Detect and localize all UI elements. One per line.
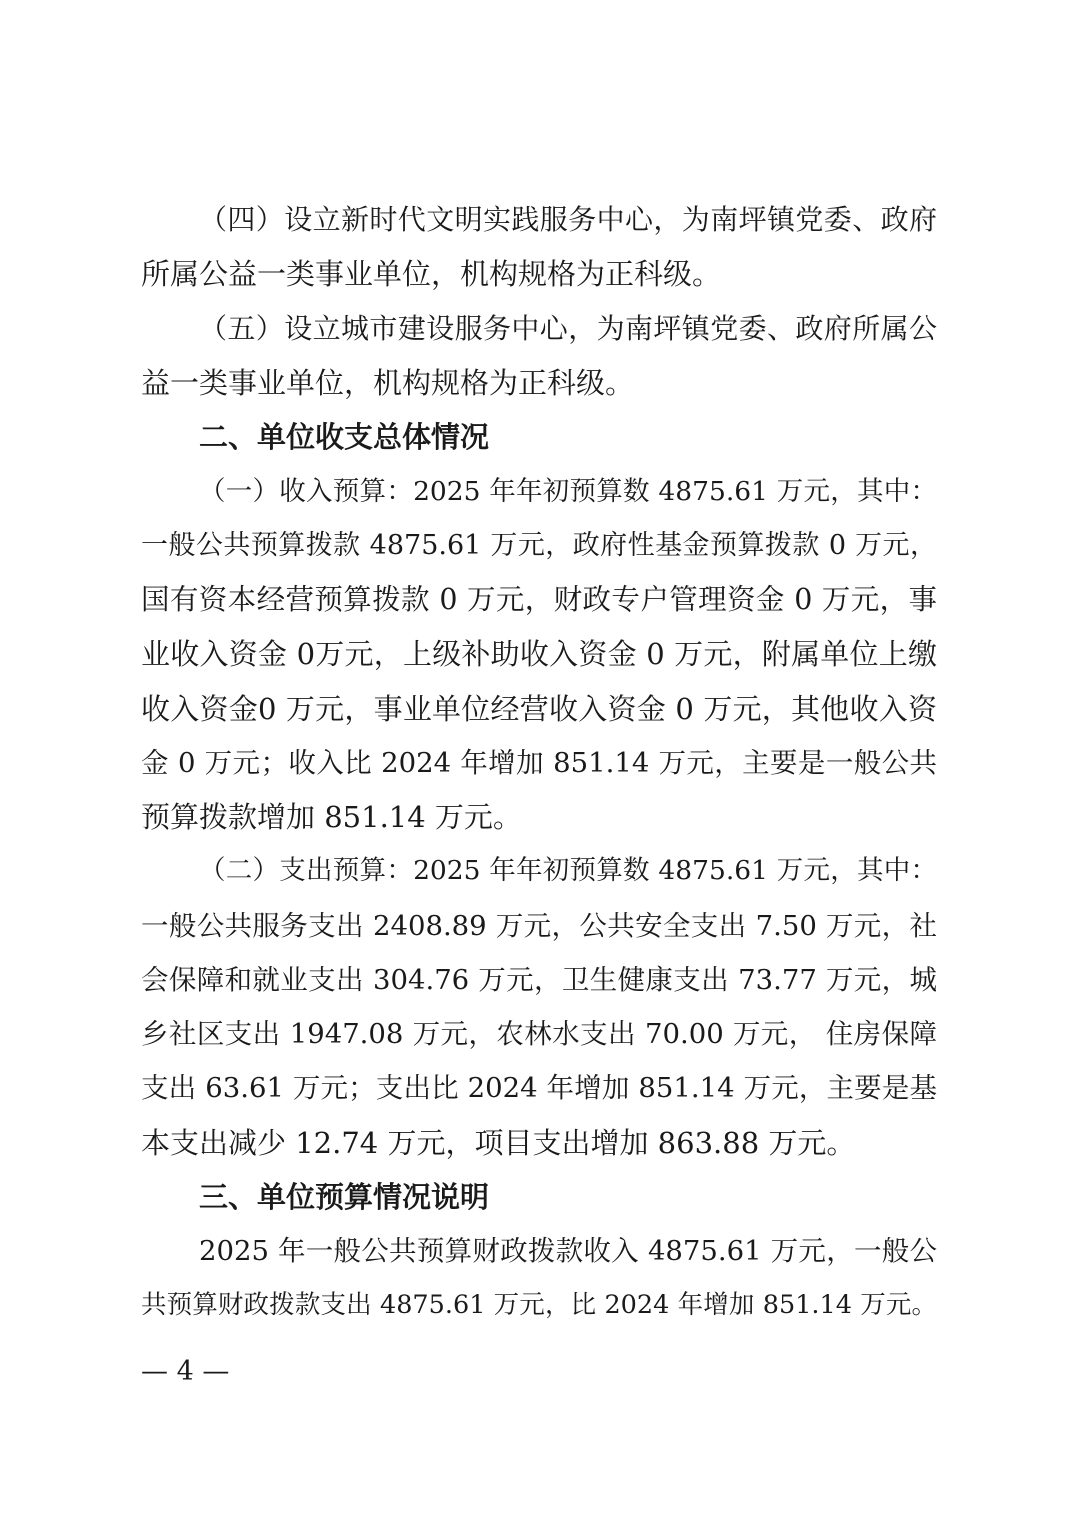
budget-note-line-1: 2025 年一般公共预算财政拨款收入 4875.61 万元，一般公 [199, 1235, 937, 1267]
section-four-line-1: （四）设立新时代文明实践服务中心，为南坪镇党委、政府 [199, 203, 937, 236]
heading-income-expenditure-overview: 二、单位收支总体情况 [199, 420, 490, 454]
expenditure-budget-line-6: 本支出减少 12.74 万元，项目支出增加 863.88 万元。 [141, 1126, 856, 1160]
income-budget-line-7: 预算拨款增加 851.14 万元。 [141, 800, 522, 834]
expenditure-budget-line-3: 会保障和就业支出 304.76 万元，卫生健康支出 73.77 万元，城 [141, 964, 937, 996]
income-budget-line-6: 金 0 万元；收入比 2024 年增加 851.14 万元，主要是一般公共 [141, 747, 937, 779]
heading-unit-budget-explanation: 三、单位预算情况说明 [199, 1180, 490, 1214]
income-budget-line-4: 业收入资金 0万元，上级补助收入资金 0 万元，附属单位上缴 [141, 637, 937, 671]
page-number: — 4 — [141, 1356, 230, 1387]
budget-note-line-2: 共预算财政拨款支出 4875.61 万元，比 2024 年增加 851.14 万元。 [141, 1290, 937, 1320]
expenditure-budget-line-4: 乡社区支出 1947.08 万元，农林水支出 70.00 万元， 住房保障 [141, 1018, 937, 1050]
section-four-line-2: 所属公益一类事业单位，机构规格为正科级。 [141, 257, 722, 291]
income-budget-line-2: 一般公共预算拨款 4875.61 万元，政府性基金预算拨款 0 万元， [141, 530, 937, 561]
expenditure-budget-line-1: （二）支出预算：2025 年年初预算数 4875.61 万元，其中： [199, 855, 937, 886]
income-budget-line-5: 收入资金0 万元，事业单位经营收入资金 0 万元，其他收入资 [141, 692, 937, 726]
income-budget-line-1: （一）收入预算：2025 年年初预算数 4875.61 万元，其中： [199, 476, 937, 507]
income-budget-line-3: 国有资本经营预算拨款 0 万元，财政专户管理资金 0 万元，事 [141, 583, 937, 616]
section-five-line-1: （五）设立城市建设服务中心，为南坪镇党委、政府所属公 [199, 312, 937, 345]
section-five-line-2: 益一类事业单位，机构规格为正科级。 [141, 366, 635, 400]
expenditure-budget-line-5: 支出 63.61 万元；支出比 2024 年增加 851.14 万元，主要是基 [141, 1072, 937, 1104]
expenditure-budget-line-2: 一般公共服务支出 2408.89 万元，公共安全支出 7.50 万元，社 [141, 910, 937, 942]
